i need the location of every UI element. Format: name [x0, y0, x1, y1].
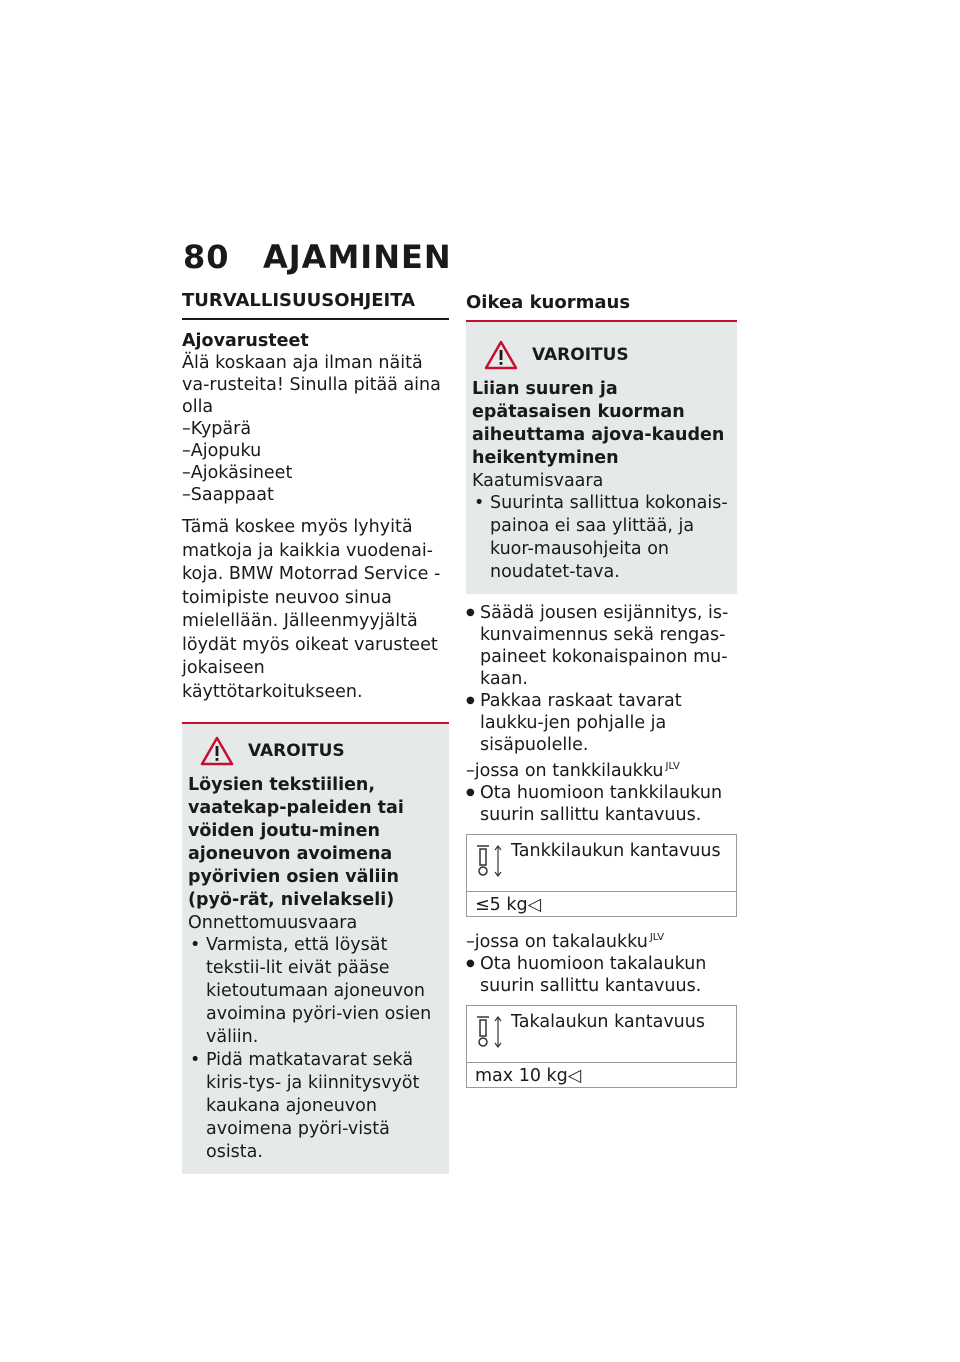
chapter-title: AJAMINEN [263, 238, 452, 276]
step-item: ● Ota huomioon takalaukun suurin sallittu kantavuus. [466, 953, 737, 997]
weight-load-icon [467, 1006, 511, 1062]
page-number: 80 [183, 238, 230, 276]
warning-header [472, 340, 731, 370]
spec-header [467, 1006, 736, 1063]
step-item: ● Pakkaa raskaat tavarat laukku-jen pohjalle ja sisäpuolelle. [466, 690, 737, 756]
spec-label: Tankkilaukun kantavuus [511, 841, 721, 861]
gear-list [182, 418, 449, 506]
list-item: –Ajokäsineet [182, 463, 293, 483]
section-title: TURVALLISUUSOHJEITA [182, 290, 449, 320]
body-paragraph: Tämä koskee myös lyhyitä matkoja ja kaikkia vuodenai-koja. BMW Motorrad Service -toimipiste neuvoo sinua mielellään. Jälleenmyyjältä löydät myös oikeat varusteet jokaiseen käyttötarkoitukseen. [182, 517, 441, 702]
steps [466, 927, 737, 997]
warning-hazard: Kaatumisvaara [472, 471, 604, 491]
condition [466, 927, 737, 953]
list-item: –Saappaat [182, 485, 274, 505]
warning-label: VAROITUS [248, 741, 345, 761]
warning-title: Liian suuren ja epätasaisen kuorman aiheuttama ajova-kauden heikentyminen [472, 379, 725, 468]
warning-bullet: • Suurinta sallittua kokonais-painoa ei saa ylittää, ja kuor-mausohjeita on noudatet-tava. [472, 492, 731, 584]
warning-bullet: • Pidä matkatavarat sekä kiris-tys- ja kiinnitysvyöt kaukana ajoneuvon avoimena pyöri-vistä osista. [188, 1049, 443, 1164]
warning-title: Löysien tekstiilien, vaatekap-paleiden tai vöiden joutu-minen ajoneuvon avoimena pyörivien osien väliin (pyö-rät, nivelakseli) [188, 775, 404, 910]
spec-table [466, 1005, 737, 1088]
step-item: ● Ota huomioon tankkilaukun suurin sallittu kantavuus. [466, 782, 737, 826]
subhead: Ajovarusteet [182, 331, 309, 351]
list-item: –Kypärä [182, 419, 252, 439]
condition-text: –jossa on takalaukku [466, 932, 648, 952]
list-item: –Ajopuku [182, 441, 262, 461]
spec-value: ≤5 kg◁ [475, 895, 542, 915]
spec-label: Takalaukun kantavuus [511, 1012, 705, 1032]
condition-code: JLV [665, 761, 680, 772]
warning-label: VAROITUS [532, 345, 629, 365]
warning-triangle-icon [200, 736, 234, 766]
intro-text: Älä koskaan aja ilman näitä va-rusteita! Sinulla pitää aina olla [182, 353, 441, 417]
spec-header [467, 835, 736, 892]
spec-table [466, 834, 737, 917]
warning-bullet: • Varmista, että löysät tekstii-lit eivät pääse kietoutumaan ajoneuvon avoimina pyöri-vien osien väliin. [188, 934, 443, 1049]
warning-box [182, 722, 449, 1174]
steps [466, 602, 737, 826]
section-title: Oikea kuormaus [466, 292, 737, 322]
step-item: ● Säädä jousen esijännitys, is-kunvaimennus sekä rengas-paineet kokonaispainon mu-kaan. [466, 602, 737, 690]
warning-hazard: Onnettomuusvaara [188, 913, 358, 933]
spec-value: max 10 kg◁ [475, 1066, 582, 1086]
condition-text: –jossa on tankkilaukku [466, 761, 664, 781]
right-column [466, 290, 737, 1098]
condition [466, 756, 737, 782]
warning-box [466, 322, 737, 594]
warning-header [188, 736, 443, 766]
warning-triangle-icon [484, 340, 518, 370]
left-column [182, 290, 449, 1174]
weight-load-icon [467, 835, 511, 891]
page-header [183, 238, 452, 276]
condition-code: JLV [649, 932, 665, 943]
